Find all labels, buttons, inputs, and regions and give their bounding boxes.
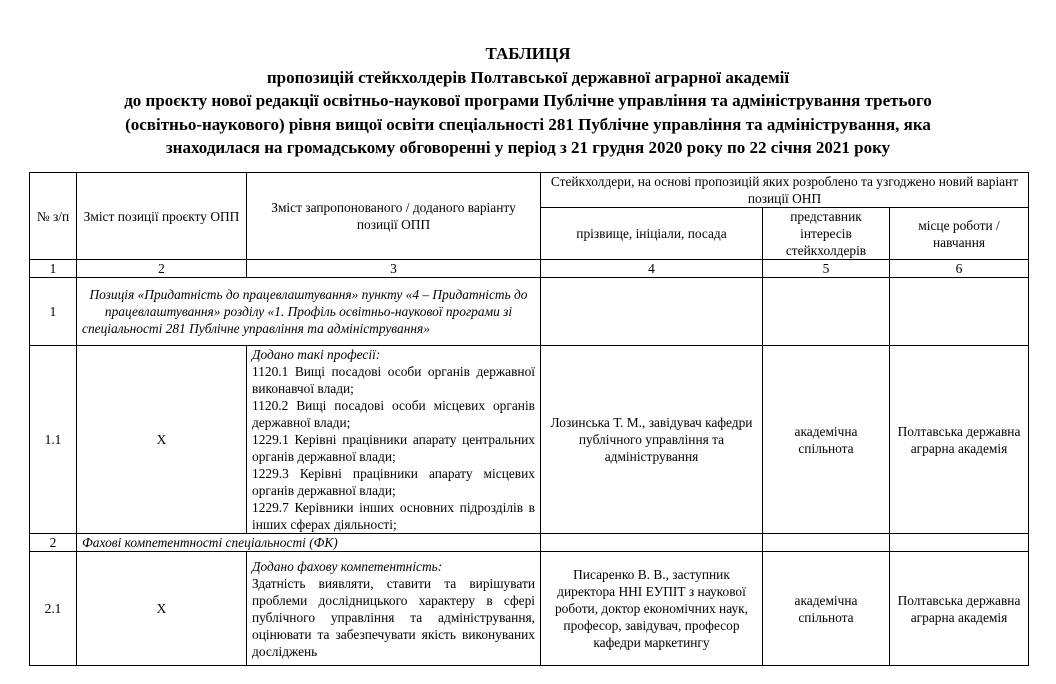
- table-row: [30, 278, 1029, 346]
- proposed-item: 1120.2 Вищі посадові особи місцевих органів державної влади;: [252, 398, 535, 430]
- column-number: 6: [890, 260, 1029, 278]
- column-number: 5: [763, 260, 890, 278]
- table-row: [30, 534, 1029, 552]
- column-number: 1: [30, 260, 77, 278]
- column-numbers-row: [30, 260, 1029, 278]
- header-opp-item: Зміст позиції проєкту ОПП: [77, 173, 247, 260]
- proposed-item: 1120.1 Вищі посадові особи органів державної виконавчої влади;: [252, 364, 535, 396]
- table-row: [30, 552, 1029, 666]
- proposals-table: [29, 172, 1029, 666]
- heading-line-4: знаходилася на громадському обговоренні у період з 21 грудня 2020 року по 22 січня 2021 року: [165, 138, 891, 157]
- row-num: 1.1: [30, 346, 77, 534]
- header-num: № з/п: [30, 173, 77, 260]
- column-number: 2: [77, 260, 247, 278]
- proposed-content: [247, 552, 541, 666]
- proposed-intro: Додано фахову компетентність:: [252, 558, 443, 574]
- opp-item-value: Х: [77, 346, 247, 534]
- section-text: Фахові компетентності спеціальності (ФК): [77, 534, 541, 552]
- header-name-position: прізвище, ініціали, посада: [541, 208, 763, 260]
- header-workplace: місце роботи / навчання: [890, 208, 1029, 260]
- header-representative: представник інтересів стейкхолдерів: [763, 208, 890, 260]
- empty-cell: [763, 534, 890, 552]
- heading-line-2: до проєкту нової редакції освітньо-наукової програми Публічне управління та адміністрування третього: [124, 91, 932, 110]
- proposed-item: 1229.1 Керівні працівники апарату центральних органів державної влади;: [252, 432, 535, 464]
- empty-cell: [541, 534, 763, 552]
- representative: академічна спільнота: [763, 552, 890, 666]
- proposed-text: Здатність виявляти, ставити та вирішувати проблеми дослідницького характеру в сфері публічного управління та адміністрування, оцінювати та забезпечувати якість виконуваних досліджень: [252, 575, 535, 659]
- proposed-item: 1229.7 Керівники інших основних підрозділів в інших сферах діяльності;: [252, 500, 535, 532]
- empty-cell: [541, 278, 763, 346]
- header-proposed: Зміст запропонованого / доданого варіанту позиції ОПП: [247, 173, 541, 260]
- column-number: 4: [541, 260, 763, 278]
- row-num: 1: [30, 278, 77, 346]
- opp-item-value: Х: [77, 552, 247, 666]
- section-text: Позиція «Придатність до працевлаштування» пункту «4 – Придатність до працевлаштування» розділу «1. Профіль освітньо-наукової програми зі спеціальності 281 Публічне управління та адміністрування»: [77, 278, 541, 346]
- workplace: Полтавська державна аграрна академія: [890, 552, 1029, 666]
- document-title: ТАБЛИЦЯ: [485, 44, 571, 63]
- column-number: 3: [247, 260, 541, 278]
- empty-cell: [890, 534, 1029, 552]
- document-heading: [60, 42, 996, 160]
- proposed-intro: Додано такі професії:: [252, 347, 381, 362]
- representative: академічна спільнота: [763, 346, 890, 534]
- name-position: Писаренко В. В., заступник директора ННІ ЕУПІТ з наукової роботи, доктор економічних наук, професор, завідувач, професор кафедри маркетингу: [541, 552, 763, 666]
- workplace: Полтавська державна аграрна академія: [890, 346, 1029, 534]
- empty-cell: [763, 278, 890, 346]
- proposed-item: 1229.3 Керівні працівники апарату місцевих органів державної влади;: [252, 466, 535, 498]
- row-num: 2.1: [30, 552, 77, 666]
- row-num: 2: [30, 534, 77, 552]
- table-row: [30, 346, 1029, 534]
- empty-cell: [890, 278, 1029, 346]
- header-stakeholders-group: Стейкхолдери, на основі пропозицій яких розроблено та узгоджено новий варіант позиції ОНП: [541, 173, 1029, 208]
- heading-line-1: пропозицій стейкхолдерів Полтавської державної аграрної академії: [266, 67, 790, 87]
- proposed-content: [247, 346, 541, 534]
- heading-line-3: (освітньо-наукового) рівня вищої освіти спеціальності 281 Публічне управління та адміністрування, яка: [125, 114, 931, 134]
- name-position: Лозинська Т. М., завідувач кафедри публічного управління та адміністрування: [541, 346, 763, 534]
